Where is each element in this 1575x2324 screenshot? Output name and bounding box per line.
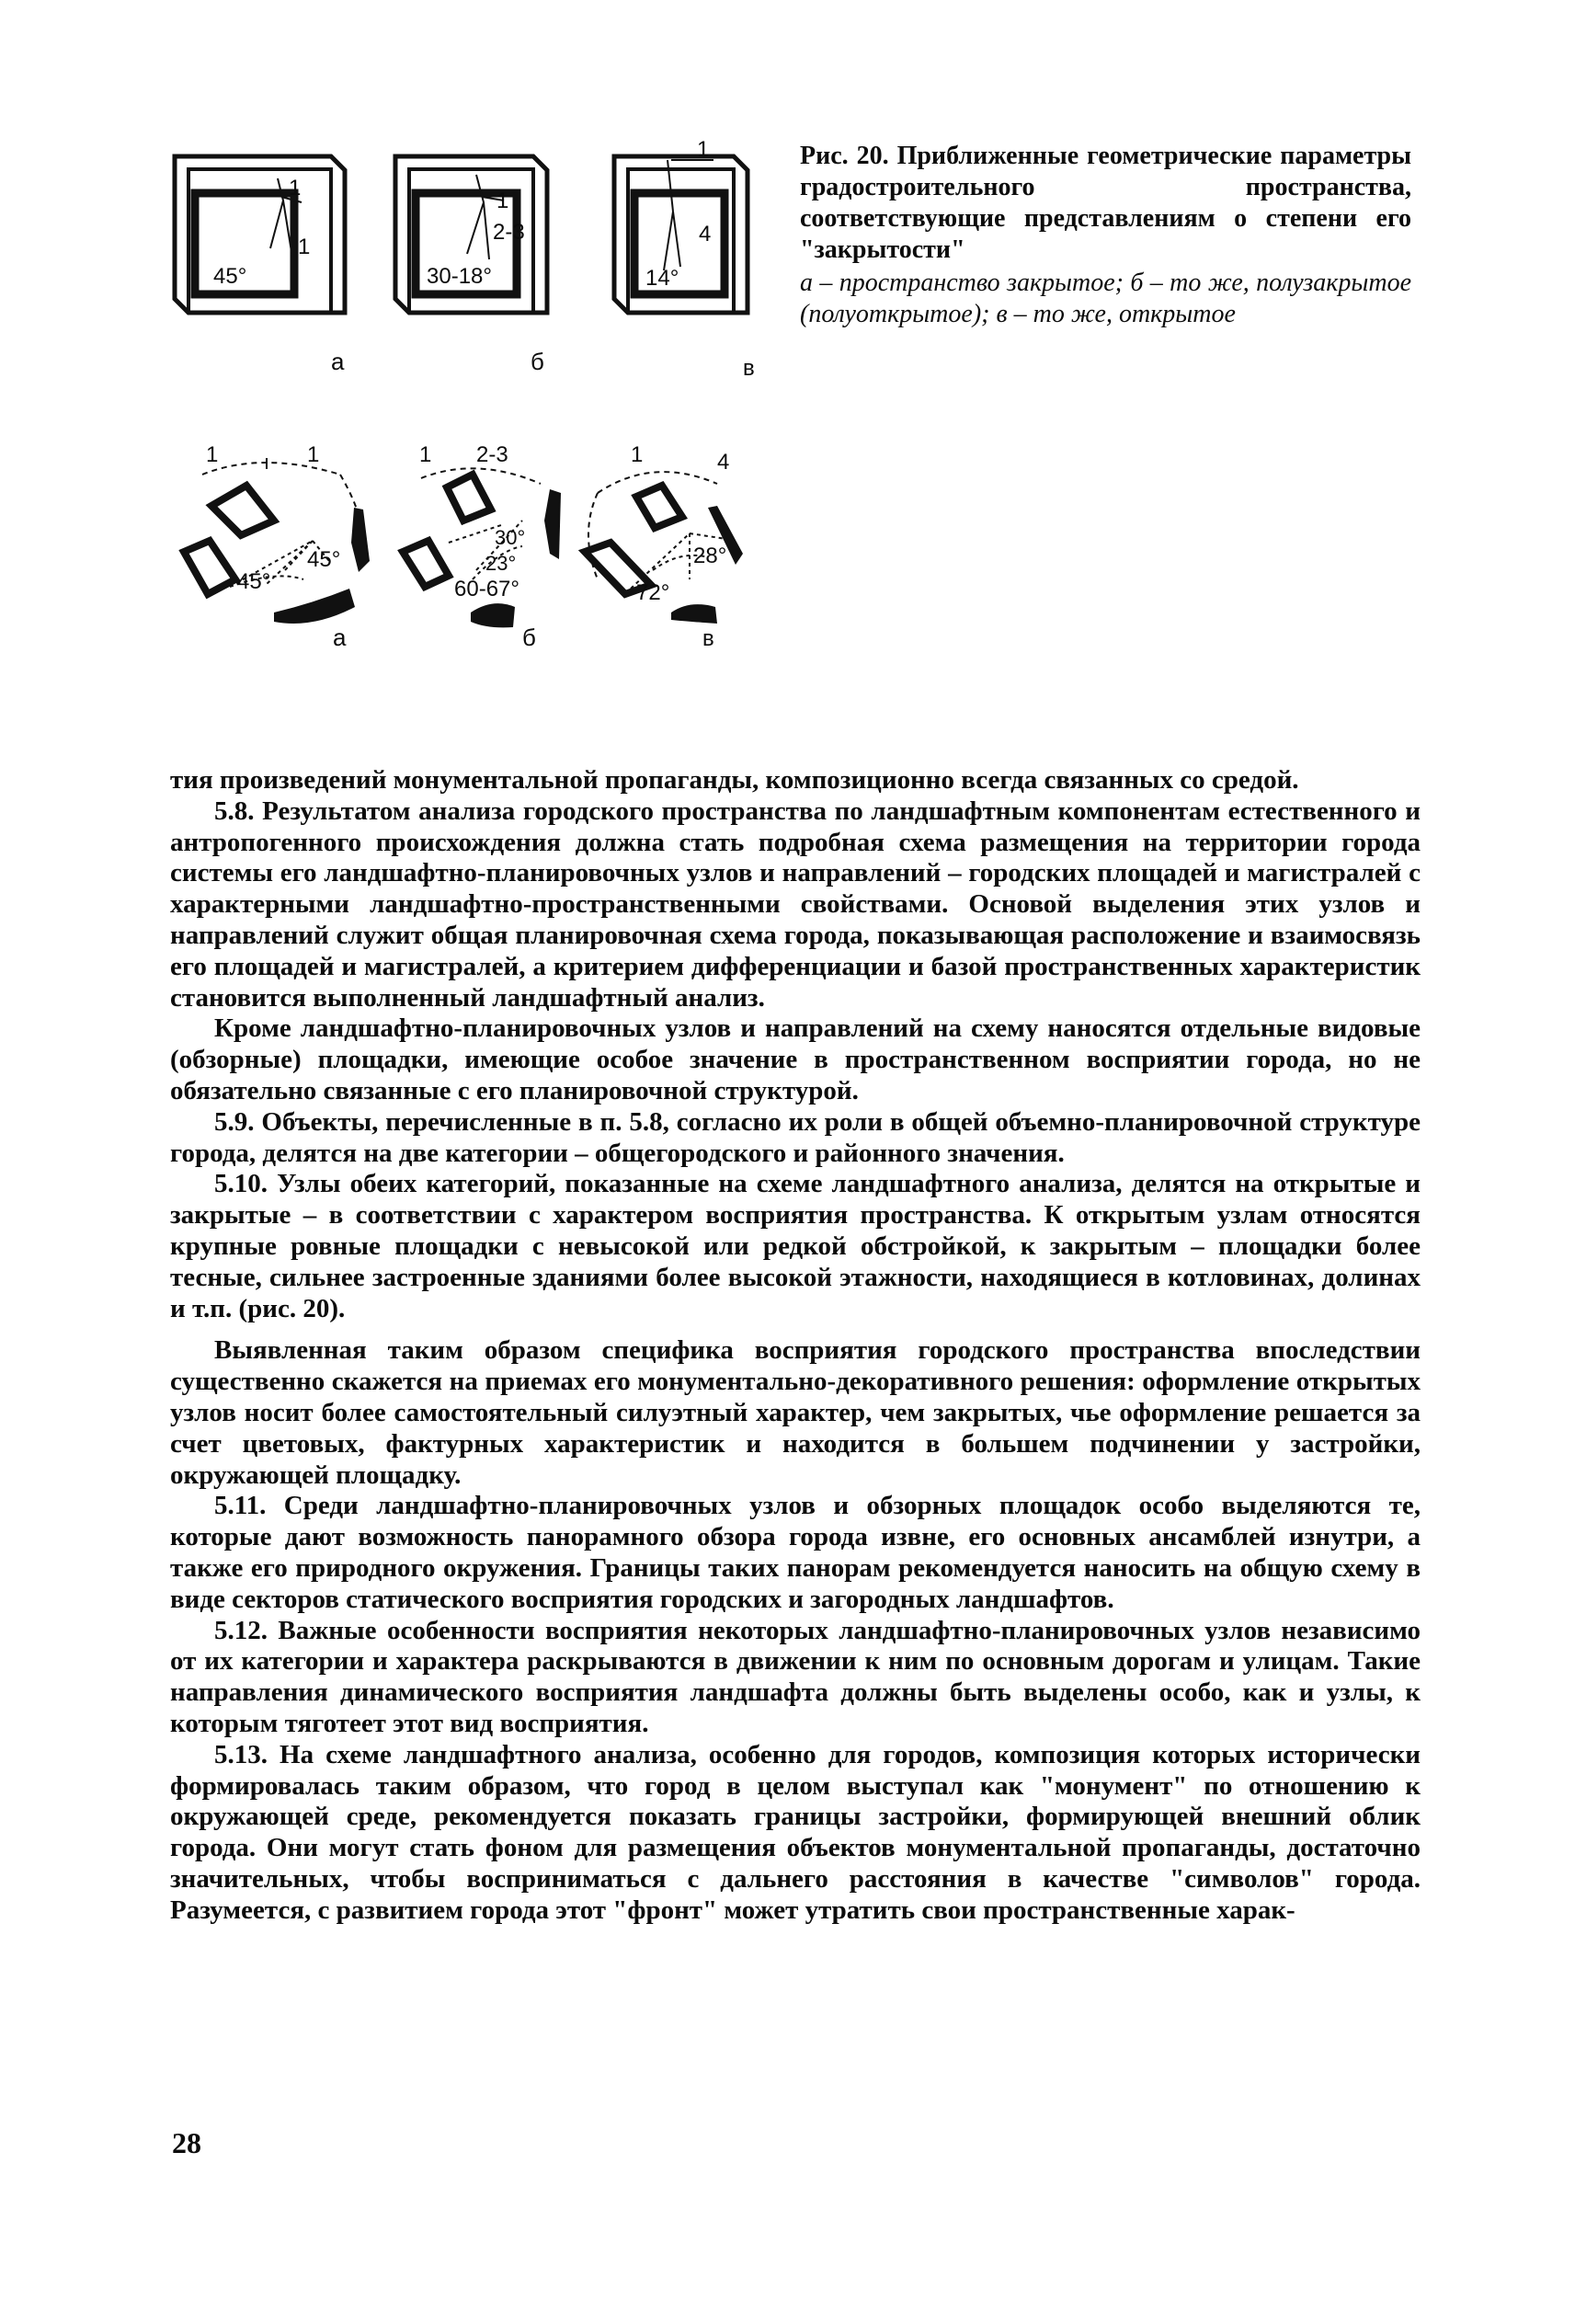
fig-row1-c-label-1: 1 (697, 138, 710, 162)
fig-row1-c-letter: в (743, 356, 755, 381)
caption-description: а – пространство закрытое; б – то же, полузакрытое (полуоткрытое); в – то же, открытое (800, 269, 1411, 328)
fig-row2-a-angle-1: 45° (307, 547, 341, 572)
fig-row2-b-angle-3: 60-67° (454, 577, 519, 601)
body-text (170, 765, 1421, 1926)
fig-row2-c-angle-1: 28° (693, 544, 727, 568)
fig-row1-c (614, 138, 755, 381)
fig-row2-a-label-1a: 1 (206, 442, 219, 467)
paragraph-continued: тия произведений монументальной пропаганды, композиционно всегда связанных со средой. (170, 765, 1299, 795)
fig-row2-b-label-1: 1 (419, 442, 432, 467)
fig-row2-a-label-1b: 1 (307, 442, 320, 467)
figure-drawings (165, 138, 809, 681)
fig-row2-b (403, 442, 561, 651)
fig-row1-b-label-2: 2-3 (493, 220, 525, 245)
fig-row2-b-angle-1: 30° (495, 526, 526, 549)
fig-row1-b (395, 156, 547, 375)
fig-row1-b-label-1: 1 (496, 189, 509, 213)
caption-title: Рис. 20. Приближенные геометрические параметры градостроительного пространства, соответствующие представлениям о степени его "закрытости" (800, 142, 1411, 264)
figure-caption (800, 141, 1411, 330)
fig-row2-c-angle-2: 72° (636, 580, 670, 605)
paragraph-5-12: 5.12. Важные особенности восприятия некоторых ландшафтно-планировочных узлов независимо от их категории и характера раскрываются в движении к ним по основным дорогам и улицам. Такие направления динамического восприятия ландшафта должны быть выделены особо, как и узлы, к которым тяготеет этот вид восприятия. (170, 1615, 1421, 1738)
fig-row2-a-letter: а (333, 624, 347, 651)
fig-row2-c-label-4: 4 (717, 450, 730, 475)
fig-row1-a-angle: 45° (213, 264, 247, 289)
paragraph-5-10: 5.10. Узлы обеих категорий, показанные на схеме ландшафтного анализа, делятся на открытые и закрытые – в соответствии с характером восприятия пространства. К открытым узлам относятся крупные ровные площадки с невысокой или редкой обстройкой, к закрытым – площадки более тесные, сильнее застроенные зданиями более высокой этажности, находящиеся в котловинах, долинах и т.п. (рис. 20). (170, 1169, 1421, 1323)
paragraph-5-11: 5.11. Среди ландшафтно-планировочных узлов и обзорных площадок особо выделяются те, которые дают возможность панорамного обзора города извне, его основных ансамблей изнутри, а также его природного окружения. Границы таких панорам рекомендуется наносить на общую схему в виде секторов статического восприятия городских и загородных ландшафтов. (170, 1491, 1421, 1614)
fig-row1-a-letter: а (331, 348, 345, 375)
fig-row1-c-angle: 14° (645, 266, 679, 291)
fig-row2-a-angle-2: 45° (237, 569, 271, 594)
fig-row2-c (585, 442, 743, 651)
fig-row1-a-label-2: 1 (298, 235, 311, 259)
fig-row1-b-letter: б (531, 348, 544, 375)
paragraph-schema-note: Кроме ландшафтно-планировочных узлов и направлений на схему наносятся отдельные видовые (обзорные) площадки, имеющие особое значение в пространственном восприятии города, но не обязательно связанные с его планировочной структурой. (170, 1013, 1421, 1105)
page-number: 28 (172, 2126, 201, 2159)
fig-row2-b-letter: б (522, 624, 536, 651)
paragraph-specifics: Выявленная таким образом специфика восприятия городского пространства впоследствии существенно скажется на приемах его монументально-декоративного решения: оформление открытых узлов носит более самостоятельный силуэтный характер, чем закрытых, чье оформление решается за счет цветовых, фактурных характеристик и находится в большем подчинении у застройки, окружающей площадку. (170, 1335, 1421, 1490)
figure-20 (165, 138, 809, 681)
fig-row2-c-letter: в (702, 626, 714, 651)
fig-row2-c-label-1: 1 (631, 442, 644, 467)
fig-row2-b-label-2: 2-3 (476, 442, 508, 467)
paragraph-5-13: 5.13. На схеме ландшафтного анализа, особенно для городов, композиция которых исторически формировалась таким образом, что город в целом выступал как "монумент" по отношению к окружающей среде, рекомендуется показать границы застройки, формирующей внешний облик города. Они могут стать фоном для размещения объектов монументальной пропаганды, достаточно значительных, чтобы восприниматься с дальнего расстояния в качестве "символов" города. Разумеется, с развитием города этот "фронт" может утратить свои пространственные харак- (170, 1739, 1421, 1925)
fig-row1-a (175, 156, 345, 375)
fig-row2-b-angle-2: 23° (485, 552, 517, 575)
fig-row1-a-label-1: 1 (289, 176, 302, 200)
paragraph-5-9: 5.9. Объекты, перечисленные в п. 5.8, согласно их роли в общей объемно-планировочной структуре города, делятся на две категории – общегородского и районного значения. (170, 1106, 1421, 1168)
fig-row1-b-angle: 30-18° (427, 264, 492, 289)
paragraph-5-8: 5.8. Результатом анализа городского пространства по ландшафтным компонентам естественного и антропогенного происхождения должна стать подробная схема размещения на территории города системы его ландшафтно-планировочных узлов и направлений – городских площадей и магистралей с характерными ландшафтно-пространственными свойствами. Основой выделения этих узлов и направлений служит общая планировочная схема города, показывающая расположение и взаимосвязь его площадей и магистралей, а критерием дифференциации и базой пространственных характеристик становится выполненный ландшафтный анализ. (170, 796, 1421, 1013)
fig-row1-c-label-2: 4 (699, 222, 712, 246)
fig-row2-a (184, 442, 370, 651)
